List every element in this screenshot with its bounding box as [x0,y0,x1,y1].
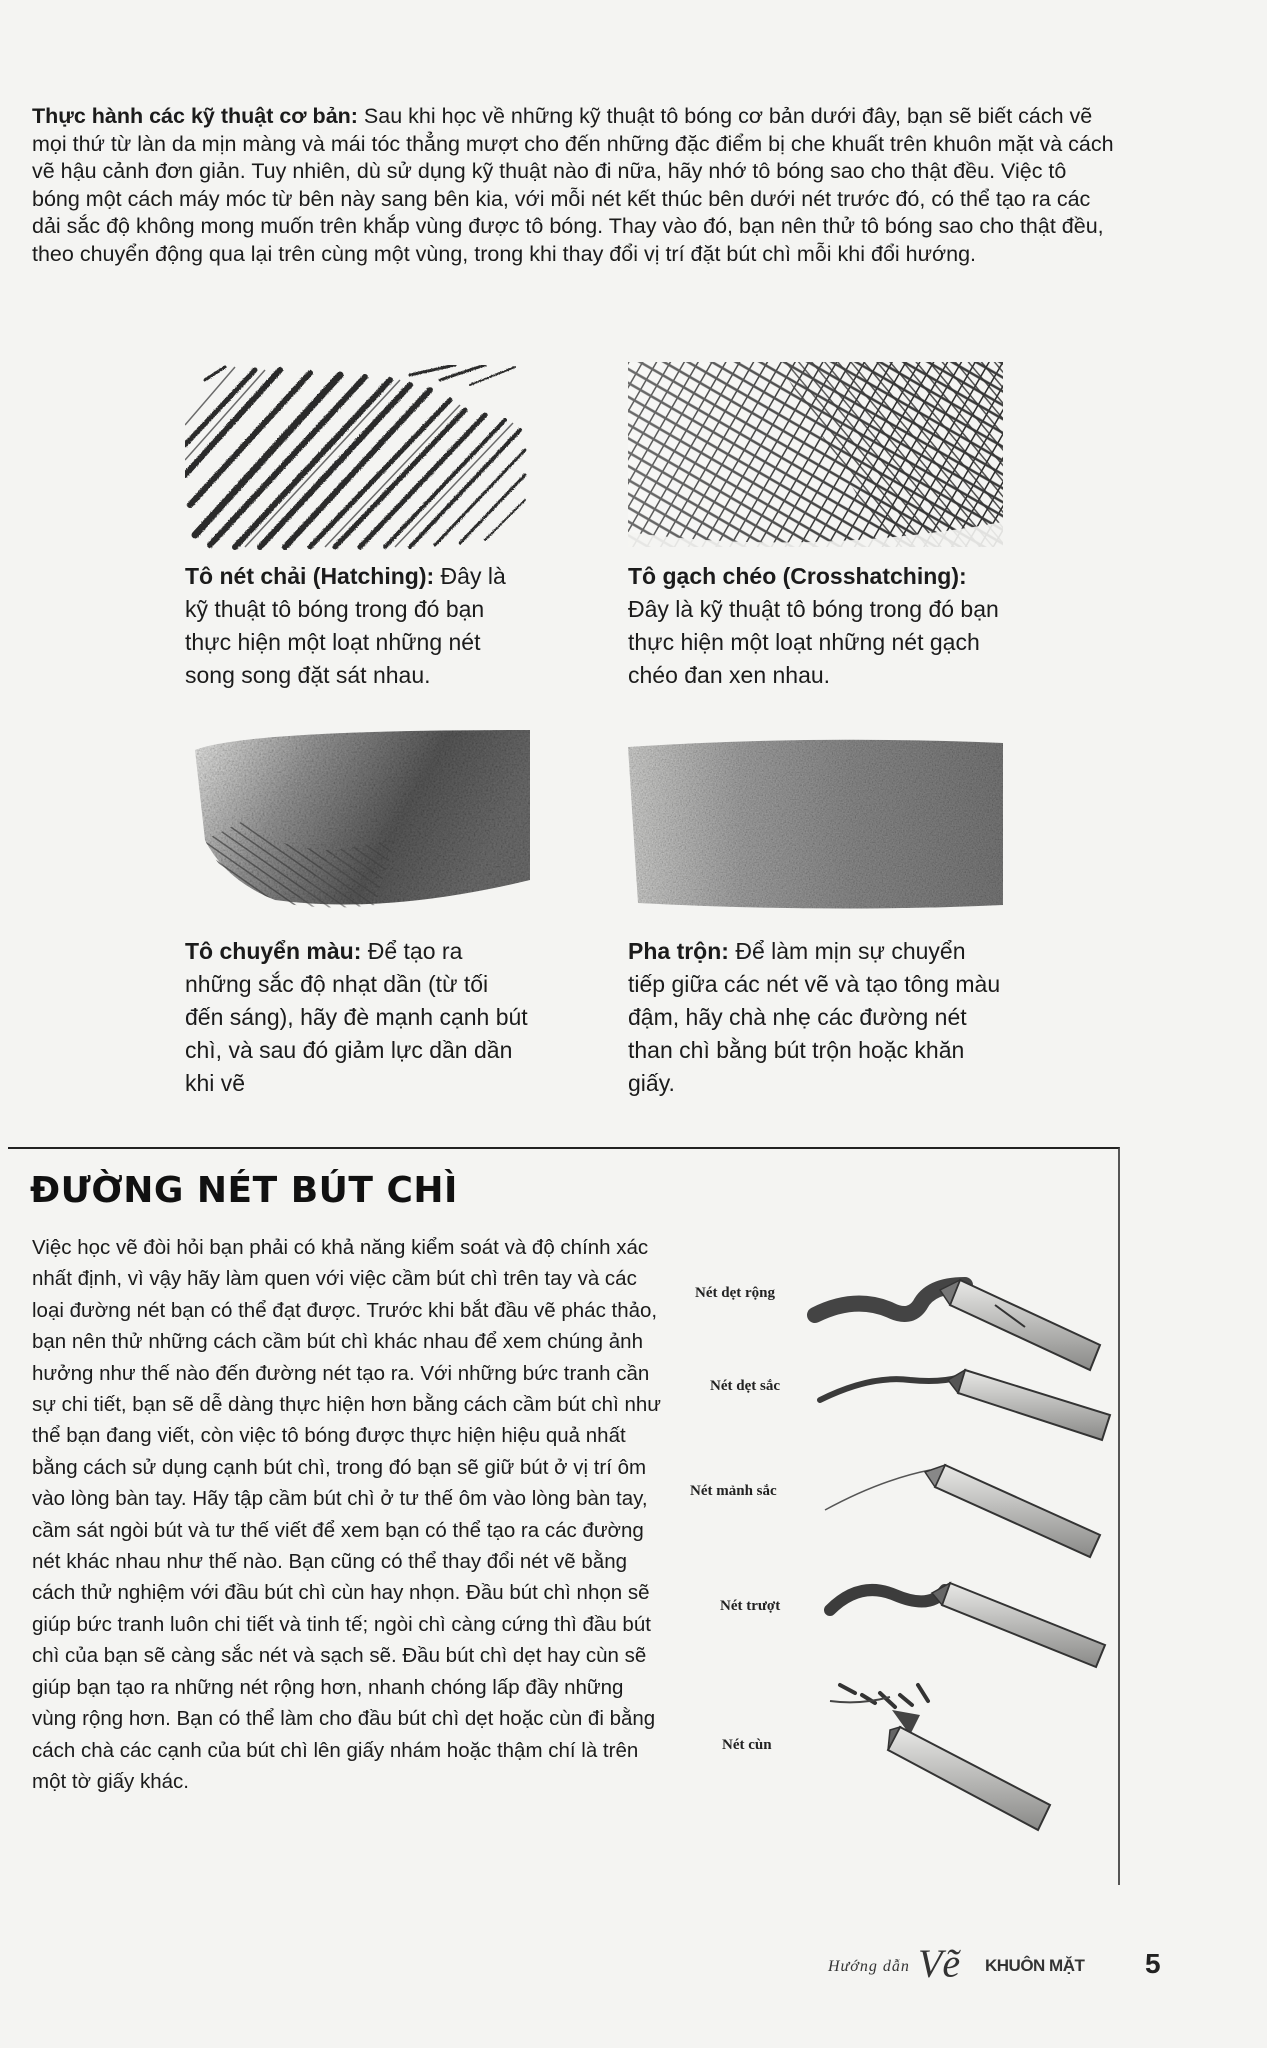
intro-paragraph [32,103,1117,269]
pencil-blunt-icon [830,1685,1050,1830]
crosshatching-title: Tô gạch chéo (Crosshatching): [628,563,967,589]
blending-title: Pha trộn: [628,938,729,964]
label-sharp-thin-stroke: Nét mảnh sắc [690,1483,777,1499]
page-number: 5 [1145,1948,1161,1979]
label-blunt-stroke: Nét cùn [722,1737,772,1753]
pencil-sharp-thin-icon [825,1465,1100,1557]
footer-ve: Vẽ [918,1941,961,1986]
crosshatching-caption [628,560,1008,692]
blending-text: Để làm mịn sự chuyển tiếp giữa các nét vẽ và tạo tông màu đậm, hãy chà nhẹ các đường nét than chì bằng bút trộn hoặc khăn giấy. [628,938,1001,1096]
pencil-sharp-flat-icon [820,1370,1110,1440]
hatching-text: Đây là kỹ thuật tô bóng trong đó bạn thực hiện một loạt những nét song song đặt sát nhau. [185,563,506,688]
gradation-text: Để tạo ra những sắc độ nhạt dần (từ tối đến sáng), hãy đè mạnh cạnh bút chì, và sau đó giảm lực dần dần khi vẽ [185,938,528,1096]
hatching-title: Tô nét chải (Hatching): [185,563,435,589]
hatching-caption [185,560,530,692]
pencil-wide-flat-icon [815,1280,1100,1370]
crosshatching-illustration [628,362,1003,552]
footer-prefix: Hướng dẫn [828,1958,910,1975]
section-body: Việc học vẽ đòi hỏi bạn phải có khả năng kiểm soát và độ chính xác nhất định, vì vậy hãy làm quen với việc cầm bút chì trên tay và các loại đường nét bạn có thể đạt được. Trước khi bắt đầu vẽ phác thảo, bạn nên thử những cách cầm bút chì khác nhau để xem chúng ảnh hưởng như thế nào đến đường nét tạo ra. Với những bức tranh cần sự chi tiết, bạn sẽ dễ dàng thực hiện hơn bằng cách cầm bút chì như thể bạn đang viết, còn việc tô bóng được thực hiện hiệu quả nhất bằng cách sử dụng cạnh bút chì, trong đó bạn sẽ giữ bút ở vị trí ôm vào lòng bàn tay. Hãy tập cầm bút chì ở tư thế ôm vào lòng bàn tay, cầm sát ngòi bút và tư thế viết để xem bạn có thể tạo ra các đường nét khác nhau như thế nào. Bạn cũng có thể thay đổi nét vẽ bằng cách thử nghiệm với đầu bút chì cùn hay nhọn. Đầu bút chì nhọn sẽ giúp bức tranh luôn chi tiết và tinh tế; ngòi chì càng cứng thì đầu bút chì của bạn sẽ càng sắc nét và sạch sẽ. Đầu bút chì dẹt hay cùn sẽ giúp bạn tạo ra những nét rộng hơn, nhanh chóng lấp đầy những vùng rộng hơn. Bạn có thể làm cho đầu bút chì dẹt hoặc cùn đi bằng cách chà các cạnh của bút chì lên giấy nhám hoặc thậm chí là trên một tờ giấy khác. [32,1236,661,1793]
blending-caption [628,935,1003,1100]
label-sharp-flat-stroke: Nét dẹt sắc [710,1378,780,1394]
gradation-caption [185,935,530,1100]
intro-text: Sau khi học về những kỹ thuật tô bóng cơ bản dưới đây, bạn sẽ biết cách vẽ mọi thứ từ làn da mịn màng và mái tóc thẳng mượt cho đến những đặc điểm bị che khuất trên khuôn mặt và cách vẽ hậu cảnh đơn giản. Tuy nhiên, dù sử dụng kỹ thuật nào đi nữa, hãy nhớ tô bóng sao cho thật đều. Việc tô bóng một cách máy móc từ bên này sang bên kia, với mỗi nét kết thúc bên dưới nét trước đó, có thể tạo ra các dải sắc độ không mong muốn trên khắp vùng được tô bóng. Thay vào đó, bạn nên thử tô bóng sao cho thật đều, theo chuyển động qua lại trên cùng một vùng, trong khi thay đổi vị trí đặt bút chì mỗi khi đổi hướng. [32,104,1114,266]
intro-heading: Thực hành các kỹ thuật cơ bản: [32,104,358,128]
hatching-illustration [185,365,530,550]
label-sliding-stroke: Nét trượt [720,1598,781,1614]
blending-illustration [628,735,1003,915]
gradation-illustration [185,730,530,915]
label-wide-flat-stroke: Nét dẹt rộng [695,1285,775,1301]
gradation-title: Tô chuyển màu: [185,938,362,964]
pencils-illustration [800,1265,1120,1855]
pencil-sliding-icon [830,1583,1105,1667]
section-title: ĐƯỜNG NÉT BÚT CHÌ [30,1170,458,1211]
crosshatching-text: Đây là kỹ thuật tô bóng trong đó bạn thực hiện một loạt những nét gạch chéo đan xen nhau. [628,596,999,688]
footer-book-title: KHUÔN MẶT [985,1956,1085,1975]
page-footer [820,1940,1180,1990]
